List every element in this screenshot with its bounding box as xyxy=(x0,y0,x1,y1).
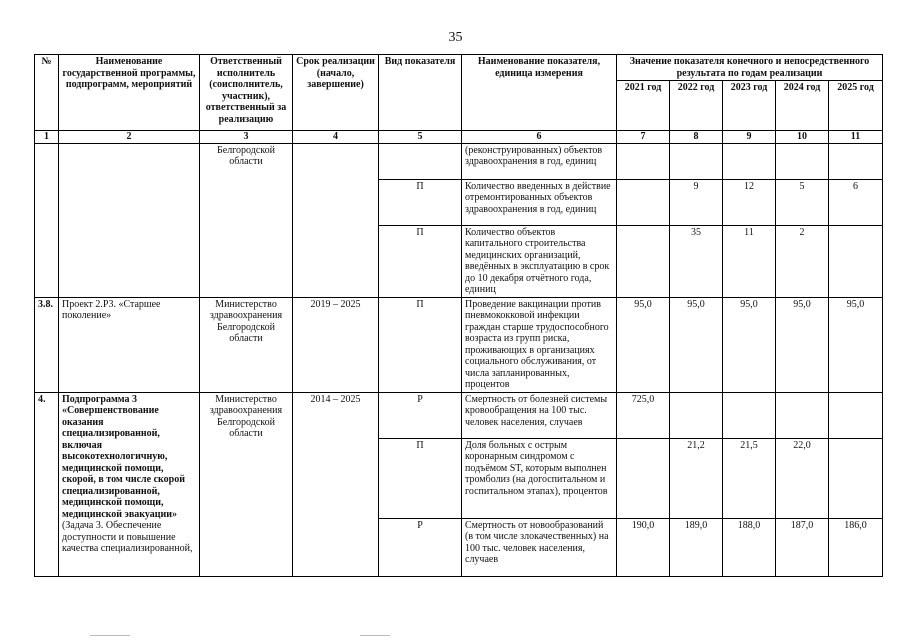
row-indicator-type: Р xyxy=(379,518,462,576)
value-2022: 9 xyxy=(670,179,723,225)
value-2025 xyxy=(829,225,883,297)
value-2021 xyxy=(617,143,670,179)
value-2023 xyxy=(723,392,776,438)
value-2021: 725,0 xyxy=(617,392,670,438)
row-indicator-name: Смертность от новообразований (в том числе злокачественных) на 100 тыс. человек населения, случаев xyxy=(462,518,617,576)
row-number: 3.8. xyxy=(35,297,59,392)
value-2023: 11 xyxy=(723,225,776,297)
subprogram-task: (Задача 3. Обеспечение доступности и повышение качества специализированной, xyxy=(62,520,193,554)
column-number-row xyxy=(35,131,883,144)
col-number: 5 xyxy=(379,131,462,144)
value-2024: 95,0 xyxy=(776,297,829,392)
col-number: 8 xyxy=(670,131,723,144)
value-2025: 95,0 xyxy=(829,297,883,392)
col-number: 1 xyxy=(35,131,59,144)
value-2022: 35 xyxy=(670,225,723,297)
row-executor: Министерство здравоохранения Белгородской области xyxy=(200,297,293,392)
header-year-2024: 2024 год xyxy=(776,81,829,131)
row-number xyxy=(35,143,59,297)
header-term: Срок реализации (начало, завершение) xyxy=(293,55,379,131)
row-program-name xyxy=(59,143,200,297)
col-number: 7 xyxy=(617,131,670,144)
value-2021: 190,0 xyxy=(617,518,670,576)
table-row xyxy=(35,392,883,438)
col-number: 3 xyxy=(200,131,293,144)
row-number: 4. xyxy=(35,392,59,576)
scan-artifact xyxy=(90,635,130,636)
value-2023 xyxy=(723,143,776,179)
row-indicator-name: Количество введенных в действие отремонтированных объектов здравоохранения в год, единиц xyxy=(462,179,617,225)
col-number: 10 xyxy=(776,131,829,144)
header-program-name: Наименование государственной программы, подпрограмм, мероприятий xyxy=(59,55,200,131)
value-2023: 21,5 xyxy=(723,438,776,518)
row-executor: Министерство здравоохранения Белгородской области xyxy=(200,392,293,576)
header-indicator-name: Наименование показателя, единица измерения xyxy=(462,55,617,131)
header-executor: Ответственный исполнитель (соисполнитель, участник), ответственный за реализацию xyxy=(200,55,293,131)
value-2023: 95,0 xyxy=(723,297,776,392)
header-year-2022: 2022 год xyxy=(670,81,723,131)
row-term: 2014 – 2025 xyxy=(293,392,379,576)
value-2024 xyxy=(776,143,829,179)
value-2024 xyxy=(776,392,829,438)
value-2025 xyxy=(829,438,883,518)
value-2024: 22,0 xyxy=(776,438,829,518)
header-indicator-type: Вид показателя xyxy=(379,55,462,131)
value-2021 xyxy=(617,179,670,225)
row-indicator-name: Смертность от болезней системы кровообращения на 100 тыс. человек населения, случаев xyxy=(462,392,617,438)
header-values-group: Значение показателя конечного и непосредственного результата по годам реализации xyxy=(617,55,883,81)
row-indicator-type: П xyxy=(379,225,462,297)
scan-artifact xyxy=(360,635,390,636)
row-term xyxy=(293,143,379,297)
row-indicator-type: П xyxy=(379,438,462,518)
row-indicator-type: П xyxy=(379,179,462,225)
row-indicator-name: (реконструированных) объектов здравоохранения в год, единиц xyxy=(462,143,617,179)
row-indicator-type xyxy=(379,143,462,179)
page-number: 35 xyxy=(448,30,463,45)
row-indicator-type: Р xyxy=(379,392,462,438)
row-executor: Белгородской области xyxy=(200,143,293,297)
value-2022: 95,0 xyxy=(670,297,723,392)
value-2025 xyxy=(829,392,883,438)
header-no: № xyxy=(35,55,59,131)
value-2021: 95,0 xyxy=(617,297,670,392)
row-term: 2019 – 2025 xyxy=(293,297,379,392)
row-indicator-name: Доля больных с острым коронарным синдромом с подъёмом ST, которым выполнен тромболиз (на догоспитальном и госпитальном этапах), процентов xyxy=(462,438,617,518)
header-year-2023: 2023 год xyxy=(723,81,776,131)
value-2022: 21,2 xyxy=(670,438,723,518)
value-2024: 5 xyxy=(776,179,829,225)
col-number: 11 xyxy=(829,131,883,144)
col-number: 6 xyxy=(462,131,617,144)
row-program-name xyxy=(59,392,200,576)
row-indicator-type: П xyxy=(379,297,462,392)
table-row xyxy=(35,143,883,179)
program-indicators-table xyxy=(34,54,883,577)
value-2022 xyxy=(670,392,723,438)
row-indicator-name: Проведение вакцинации против пневмококковой инфекции граждан старше трудоспособного возраста из групп риска, проживающих в организациях социального обслуживания, от числа запланированных, процентов xyxy=(462,297,617,392)
value-2022 xyxy=(670,143,723,179)
row-program-name: Проект 2.Р3. «Старшее поколение» xyxy=(59,297,200,392)
row-indicator-name: Количество объектов капитального строительства медицинских организаций, введённых в эксплуатацию в срок до 10 декабря отчётного года, единиц xyxy=(462,225,617,297)
value-2025: 6 xyxy=(829,179,883,225)
col-number: 2 xyxy=(59,131,200,144)
value-2021 xyxy=(617,438,670,518)
table-row xyxy=(35,297,883,392)
subprogram-title: Подпрограмма 3 «Совершенствование оказания специализированной, включая высокотехнологичную, медицинской помощи, скорой, в том числе скорой специализированной, медицинской помощи, медицинской эвакуации» xyxy=(62,393,185,520)
col-number: 9 xyxy=(723,131,776,144)
col-number: 4 xyxy=(293,131,379,144)
value-2024: 187,0 xyxy=(776,518,829,576)
value-2021 xyxy=(617,225,670,297)
value-2025 xyxy=(829,143,883,179)
value-2024: 2 xyxy=(776,225,829,297)
value-2023: 12 xyxy=(723,179,776,225)
value-2022: 189,0 xyxy=(670,518,723,576)
header-year-2021: 2021 год xyxy=(617,81,670,131)
value-2025: 186,0 xyxy=(829,518,883,576)
value-2023: 188,0 xyxy=(723,518,776,576)
header-year-2025: 2025 год xyxy=(829,81,883,131)
